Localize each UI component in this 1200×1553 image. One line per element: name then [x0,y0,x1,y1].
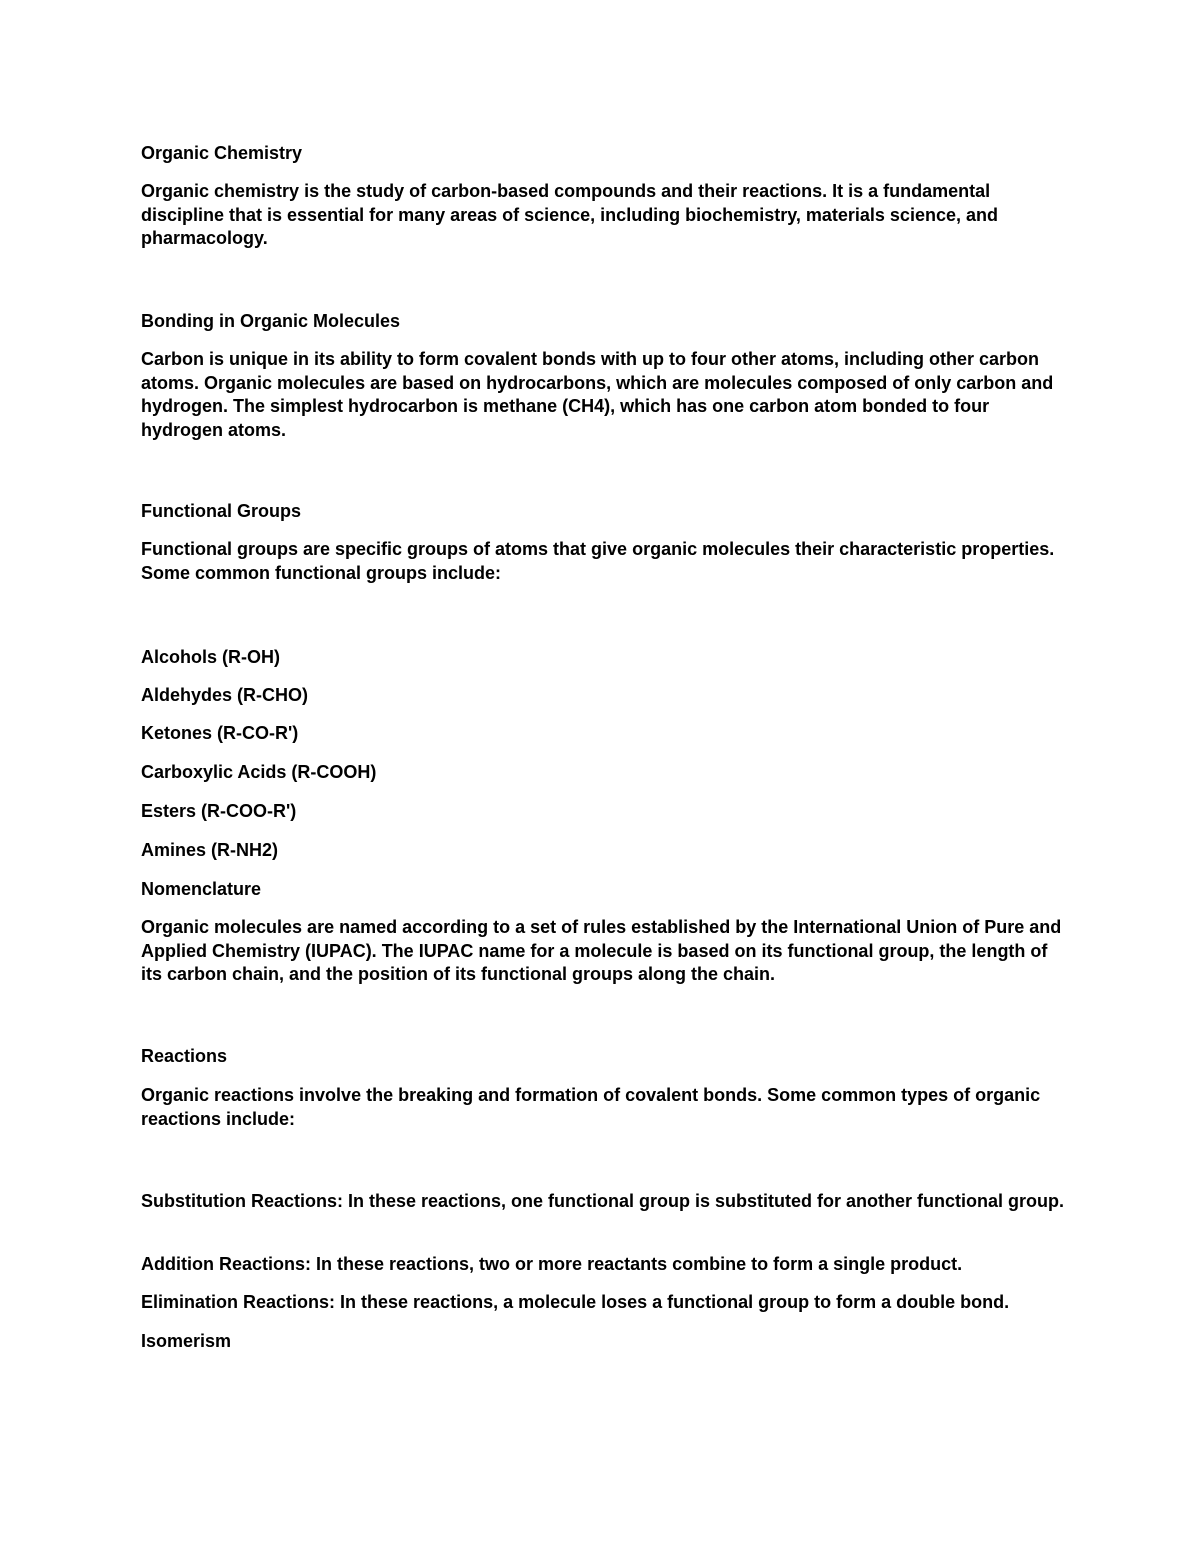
functional-group-item: Alcohols (R-OH) [141,647,280,667]
reactions-paragraph: Organic reactions involve the breaking and formation of covalent bonds. Some common types of organic reactions include: [141,1085,1041,1129]
document-title: Organic Chemistry [141,143,303,163]
functional-group-item: Amines (R-NH2) [141,840,279,860]
isomerism-heading: Isomerism [141,1331,232,1351]
bonding-paragraph: Carbon is unique in its ability to form covalent bonds with up to four other atoms, including other carbon atoms. Organic molecules are based on hydrocarbons, which are molecules composed of only carbon and hydrogen. The simplest hydrocarbon is methane (CH4), which has one carbon atom bonded to four hydrogen atoms. [141,349,1054,440]
functional-group-item: Ketones (R-CO-R') [141,723,299,743]
nomenclature-paragraph: Organic molecules are named according to a set of rules established by the International Union of Pure and Applied Chemistry (IUPAC). The IUPAC name for a molecule is based on its functional group, the length of its carbon chain, and the position of its functional groups along the chain. [141,917,1062,984]
bonding-heading: Bonding in Organic Molecules [141,311,401,331]
reactions-heading: Reactions [141,1046,228,1066]
reaction-type-item: Elimination Reactions: In these reactions, a molecule loses a functional group to form a double bond. [141,1292,1010,1312]
functional-group-item: Carboxylic Acids (R-COOH) [141,762,377,782]
reaction-type-item: Substitution Reactions: In these reactions, one functional group is substituted for another functional group. [141,1191,1065,1211]
functional-group-item: Aldehydes (R-CHO) [141,685,309,705]
intro-paragraph: Organic chemistry is the study of carbon-based compounds and their reactions. It is a fundamental discipline that is essential for many areas of science, including biochemistry, materials science, and pharmacology. [141,181,998,248]
reaction-type-item: Addition Reactions: In these reactions, two or more reactants combine to form a single product. [141,1254,963,1274]
functional-groups-paragraph: Functional groups are specific groups of atoms that give organic molecules their characteristic properties. Some common functional groups include: [141,539,1055,583]
functional-group-item: Esters (R-COO-R') [141,801,297,821]
functional-groups-heading: Functional Groups [141,501,301,521]
nomenclature-heading: Nomenclature [141,879,262,899]
